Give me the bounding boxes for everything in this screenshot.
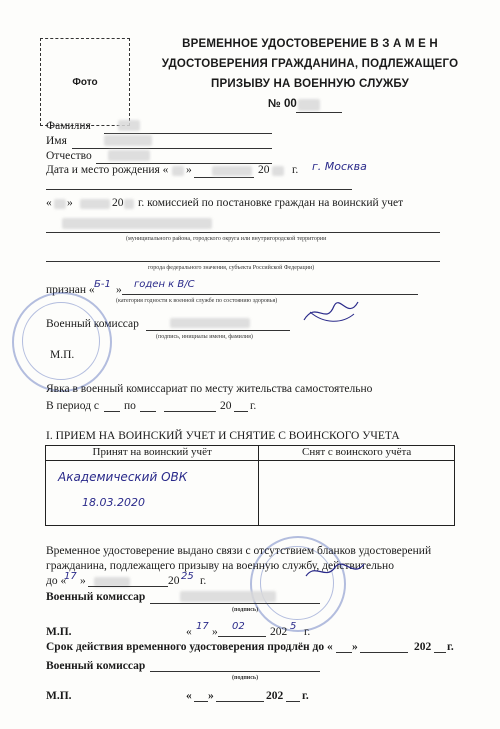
col-accepted-header: Принят на воинский учёт [46, 446, 259, 461]
redacted-birth-month [212, 166, 252, 176]
extended-month-line [360, 652, 408, 653]
extended-date-day-line [194, 701, 208, 702]
issued-date-month: 02 [232, 621, 245, 632]
extended-date-suffix: г. [302, 690, 309, 702]
redacted-patronymic [108, 150, 150, 161]
period-to-day-line [140, 411, 156, 412]
birth-quote-close: » [186, 164, 192, 176]
redacted-number [298, 99, 320, 111]
commission-text: г. комиссией по постановке граждан на воинский учет [138, 197, 404, 209]
redacted-birth-year [272, 166, 284, 176]
title-line-3: ПРИЗЫВУ НА ВОЕННУЮ СЛУЖБУ [211, 78, 409, 90]
issued-until-year-hand: 25 [181, 571, 194, 582]
signature-mark-2 [300, 556, 370, 586]
commission-quote-open: « [46, 197, 52, 209]
commissar-signature-line [146, 330, 290, 331]
extended-year: 202 [414, 641, 432, 653]
recognized-category: Б-1 [94, 279, 111, 290]
birth-label: Дата и место рождения « [46, 164, 169, 176]
period-from-label: В период с [46, 400, 99, 412]
patronymic-label: Отчество [46, 150, 92, 162]
title-line-2: УДОСТОВЕРЕНИЯ ГРАЖДАНИНА, ПОДЛЕЖАЩЕГО [161, 58, 459, 70]
extended-label: Срок действия временного удостоверения продлён до « [46, 641, 333, 653]
extended-signature-line [150, 671, 320, 672]
extended-close: » [352, 641, 358, 653]
period-to-month-line [164, 411, 216, 412]
document-number: № 00 [268, 98, 297, 110]
commission-line-1 [46, 232, 440, 233]
name-line [72, 148, 272, 149]
birth-year-suffix: г. [292, 164, 299, 176]
redacted-commissar-name [170, 318, 250, 328]
birth-month-line [194, 177, 254, 178]
redacted-commission-month [80, 199, 110, 209]
surname-label: Фамилия [46, 120, 91, 132]
extended-date-year-line [286, 701, 300, 702]
birth-year-prefix: 20 [258, 164, 270, 176]
issued-until-year-suffix: г. [200, 575, 207, 587]
commission-caption-2: города федерального значения, субъекта Российской Федерации) [148, 265, 315, 271]
title-line-1: ВРЕМЕННОЕ УДОСТОВЕРЕНИЕ В З А М Е Н [182, 38, 438, 50]
number-line [296, 112, 342, 113]
issued-date-year-digit: 5 [290, 621, 297, 632]
mp-label-3: М.П. [46, 690, 72, 702]
registration-table [45, 445, 455, 526]
issued-signature-caption: (подпись) [232, 607, 259, 613]
issued-signature-line [150, 603, 320, 604]
commission-line-2 [46, 261, 440, 262]
photo-label: Фото [72, 76, 98, 88]
extended-year-suffix: г. [447, 641, 454, 653]
issued-commissar-label: Военный комиссар [46, 591, 146, 603]
issued-until-close: » [80, 575, 86, 587]
birth-place-line [46, 189, 352, 190]
extended-signature-caption: (подпись) [232, 675, 259, 681]
accepted-handwritten-date: 18.03.2020 [82, 496, 145, 509]
surname-line [104, 133, 272, 134]
removed-cell [259, 461, 455, 526]
period-year: 20 [220, 400, 232, 412]
extended-date-open: « [186, 690, 192, 702]
commission-quote-close: » [67, 197, 73, 209]
birth-place-handwritten: г. Москва [312, 160, 367, 173]
period-to-label: по [124, 400, 136, 412]
extended-year-line [434, 652, 446, 653]
redacted-commission-year [124, 199, 134, 209]
issued-until-month-line [88, 586, 168, 587]
official-stamp-1-inner [22, 302, 100, 380]
recognized-caption: (категория годности к военной службе по состоянию здоровья) [116, 298, 278, 304]
commission-caption-1: (муниципального района, городского округа или внутригородской территории [126, 236, 327, 242]
issued-date-month-line [218, 636, 266, 637]
issued-date-year: 202 [270, 626, 288, 638]
issued-line-1: Временное удостоверение выдано связи с отсутствием бланков удостоверений [46, 545, 432, 557]
period-from-line [104, 411, 120, 412]
issued-until-year: 20 [168, 575, 180, 587]
issued-date-open: « [186, 626, 192, 638]
extended-date-month-line [216, 701, 264, 702]
recognized-line [122, 294, 418, 295]
photo-placeholder [40, 38, 130, 126]
period-year-suffix: г. [250, 400, 257, 412]
commissar-caption: (подпись, инициалы имени, фамилия) [156, 334, 253, 340]
recognized-close: » [116, 284, 122, 296]
issued-date-close: » [212, 626, 218, 638]
issued-until-day: 17 [64, 571, 77, 582]
accepted-handwritten-office: Академический ОВК [58, 470, 188, 484]
period-year-line [234, 411, 248, 412]
redacted-birth-day [172, 166, 184, 176]
col-removed-header: Снят с воинского учёта [259, 446, 455, 461]
redacted-surname [118, 120, 140, 131]
signature-mark-1 [296, 290, 366, 334]
extended-date-year: 202 [266, 690, 284, 702]
section-title: I. ПРИЕМ НА ВОИНСКИЙ УЧЕТ И СНЯТИЕ С ВОИНСКОГО УЧЕТА [46, 430, 400, 442]
appearance-line: Явка в военный комиссариат по месту жительства самостоятельно [46, 383, 373, 395]
redacted-issued-commissar [180, 591, 276, 602]
mp-label-2: М.П. [46, 626, 72, 638]
name-label: Имя [46, 135, 67, 147]
issued-date-day: 17 [196, 621, 209, 632]
recognized-label: признан « [46, 284, 95, 296]
extended-day-line [336, 652, 352, 653]
extended-commissar-label: Военный комиссар [46, 660, 146, 672]
issued-line-2: гражданина, подлежащего призыву на военную службу, действительно [46, 560, 394, 572]
redacted-name [104, 135, 152, 146]
redacted-commission-region [62, 218, 212, 229]
extended-date-close: » [208, 690, 214, 702]
issued-until-open: до « [46, 575, 67, 587]
redacted-commission-day [54, 199, 66, 209]
mp-label-1: М.П. [50, 349, 75, 361]
commission-year: 20 [112, 197, 124, 209]
recognized-handwritten: годен к В/С [134, 279, 195, 290]
commissar-label: Военный комиссар [46, 318, 139, 330]
issued-date-suffix: г. [304, 626, 311, 638]
